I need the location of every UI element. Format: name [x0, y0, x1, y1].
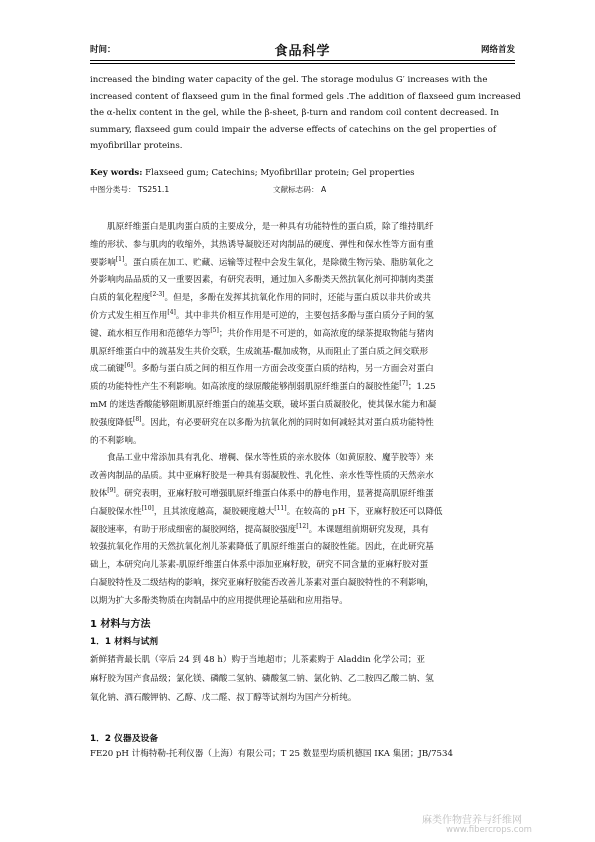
watermark-site-name: 麻类作物营养与纤维网 — [422, 815, 522, 826]
body-line: 维的形状、参与肌肉的收缩外，其热诱导凝胶还对肉制品的硬度、弹性和保水性等方面有重 — [90, 239, 434, 250]
body-line: 食品工业中常添加具有乳化、增稠、保水等性质的亲水胶体（如黄原胶、魔芋胶等）来 — [107, 453, 434, 464]
classification-line — [90, 184, 515, 195]
materials-line: 麻籽胶为国产食品级；氯化镁、磷酸二氢钠、磷酸氢二钠、氯化钠、乙二胺四乙酸二钠、氢 — [90, 674, 434, 684]
english-abstract — [90, 72, 521, 155]
citation-ref: [8] — [132, 415, 142, 423]
abstract-line: the α-helix content in the gel, while the β-sheet, β-turn and random coil content decreased. In — [90, 108, 500, 119]
keywords — [90, 166, 515, 180]
materials-line: 氧化钠、酒石酸钾钠、乙醇、戊二醛、叔丁醇等试剂均为国产分析纯。 — [90, 693, 357, 703]
body-line: 要影响[1]。蛋白质在加工、贮藏、运输等过程中会发生氧化，是除微生物污染、脂肪氧化之 — [90, 255, 434, 268]
body-line: 胶强度降低[8]。因此，有必要研究在以多酚为抗氧化剂的同时如何减轻其对蛋白质功能特性 — [90, 415, 434, 428]
body-paragraph — [90, 219, 515, 450]
body-line: 白凝胶特性及二级结构的影响，探究亚麻籽胶能否改善儿茶素对蛋白凝胶特性的不利影响， — [90, 577, 434, 588]
introduction-body — [90, 219, 515, 611]
section-heading-1: 1 材料与方法 — [90, 619, 151, 630]
citation-ref: [1] — [115, 255, 125, 263]
section-heading-1-1: 1．1 材料与试剂 — [90, 637, 159, 647]
body-line: 改善肉制品的品质。其中亚麻籽胶是一种具有弱凝胶性、乳化性、亲水性等性质的天然亲水 — [90, 471, 434, 482]
body-line: 肌原纤维蛋白是肌肉蛋白质的主要成分，是一种具有功能特性的蛋白质，除了维持肌纤 — [107, 222, 434, 232]
body-line: 肌原纤维蛋白中的巯基发生共价交联，生成巯基-醌加成物，从而阻止了蛋白质之间交联形 — [90, 346, 429, 357]
body-line: 的不利影响。 — [90, 435, 142, 446]
abstract-line: summary, flaxseed gum could impair the adverse effects of catechins on the gel properties of — [90, 124, 496, 135]
body-line: 价方式发生相互作用[4]。其中非共价相互作用是可逆的，主要包括多酚与蛋白质分子间的氢 — [90, 309, 434, 321]
citation-ref: [4] — [167, 309, 176, 317]
materials-line: 新鲜猪背最长肌（宰后 24 到 48 h）购于当地超市；儿茶素购于 Aladdin 化学公司；亚 — [90, 655, 425, 665]
body-paragraph — [90, 450, 515, 610]
body-line: 质的功能特性产生不利影响。如高浓度的绿原酸能够削弱肌原纤维蛋白的凝胶性能[7]；1.25 — [90, 380, 436, 393]
body-line: mM 的迷迭香酸能够阻断肌原纤维蛋白的巯基交联，破坏蛋白质凝胶化，使其保水能力和凝 — [90, 399, 437, 410]
abstract-line: myofibrillar proteins. — [90, 141, 183, 152]
keywords-label: Key words: — [90, 168, 143, 178]
citation-ref: [12] — [296, 522, 309, 530]
citation-ref: [6] — [124, 362, 133, 370]
citation-ref: [10] — [141, 504, 154, 512]
body-line: 外影响肉品品质的又一重要因素，有研究表明，通过加入多酚类天然抗氧化剂可抑制肉类蛋 — [90, 275, 434, 286]
citation-ref: [2-3] — [150, 291, 165, 299]
citation-ref: [11] — [274, 504, 287, 512]
header-date-label: 时间： — [90, 45, 116, 55]
body-line: 白凝胶保水性[10]，且其浓度越高，凝胶硬度越大[11]。在较高的 pH 下，亚麻籽胶还可以降低 — [90, 504, 443, 517]
header-rule-thick — [90, 60, 515, 61]
abstract-line: increased content of flaxseed gum in the final formed gels .The addition of flaxseed gum increased — [90, 91, 521, 102]
document-code: 文献标志码： A — [273, 185, 327, 194]
citation-ref: [7] — [399, 380, 408, 388]
body-line: 以期为扩大多酚类物质在肉制品中的应用提供理论基础和应用指导。 — [90, 595, 348, 606]
body-line: 成二硫键[6]。多酚与蛋白质之间的相互作用一方面会改变蛋白质的结构，另一方面会对蛋白 — [90, 362, 434, 375]
clc-number: 中图分类号： TS251.1 — [90, 185, 170, 194]
running-header — [90, 40, 515, 60]
keywords-text: Flaxseed gum; Catechins; Myofibrillar protein; Gel properties — [142, 168, 415, 178]
body-line: 凝胶速率，有助于形成细密的凝胶网络，提高凝胶强度[12]。本课题组前期研究发现，具有 — [90, 522, 429, 535]
citation-ref: [9] — [107, 487, 116, 495]
body-line: 键、疏水相互作用和范德华力等[5]；共价作用是不可逆的，如高浓度的绿茶提取物能与猪肉 — [90, 326, 434, 339]
header-rule-thin — [90, 63, 515, 64]
body-line: 胶体[9]。研究表明，亚麻籽胶可增强肌原纤维蛋白体系中的静电作用，显著提高肌原纤维蛋 — [90, 487, 434, 499]
section-heading-1-2: 1．2 仪器及设备 — [90, 734, 159, 744]
citation-ref: [5] — [210, 326, 219, 334]
header-online-first: 网络首发 — [480, 45, 515, 55]
body-line: 白质的氧化程度[2-3]。但是，多酚在发挥其抗氧化作用的同时，还能与蛋白质以非共价或共 — [90, 291, 431, 304]
body-line: 础上，本研究向儿茶素-肌原纤维蛋白体系中添加亚麻籽胶，研究不同含量的亚麻籽胶对蛋 — [90, 560, 429, 571]
watermark-url: www.fibercrops.com — [446, 825, 532, 835]
equipment-line: FE20 pH 计梅特勒-托利仪器（上海）有限公司；T 25 数显型均质机德国 IKA 集团；JB/7534 — [90, 749, 453, 759]
journal-title: 食品科学 — [274, 44, 331, 59]
abstract-line: increased the binding water capacity of the gel. The storage modulus G′ increases with the — [90, 75, 488, 85]
materials-paragraph — [90, 651, 515, 708]
body-line: 较强抗氧化作用的天然抗氧化剂儿茶素降低了肌原纤维蛋白的凝胶性能。因此，在此研究基 — [90, 542, 434, 553]
